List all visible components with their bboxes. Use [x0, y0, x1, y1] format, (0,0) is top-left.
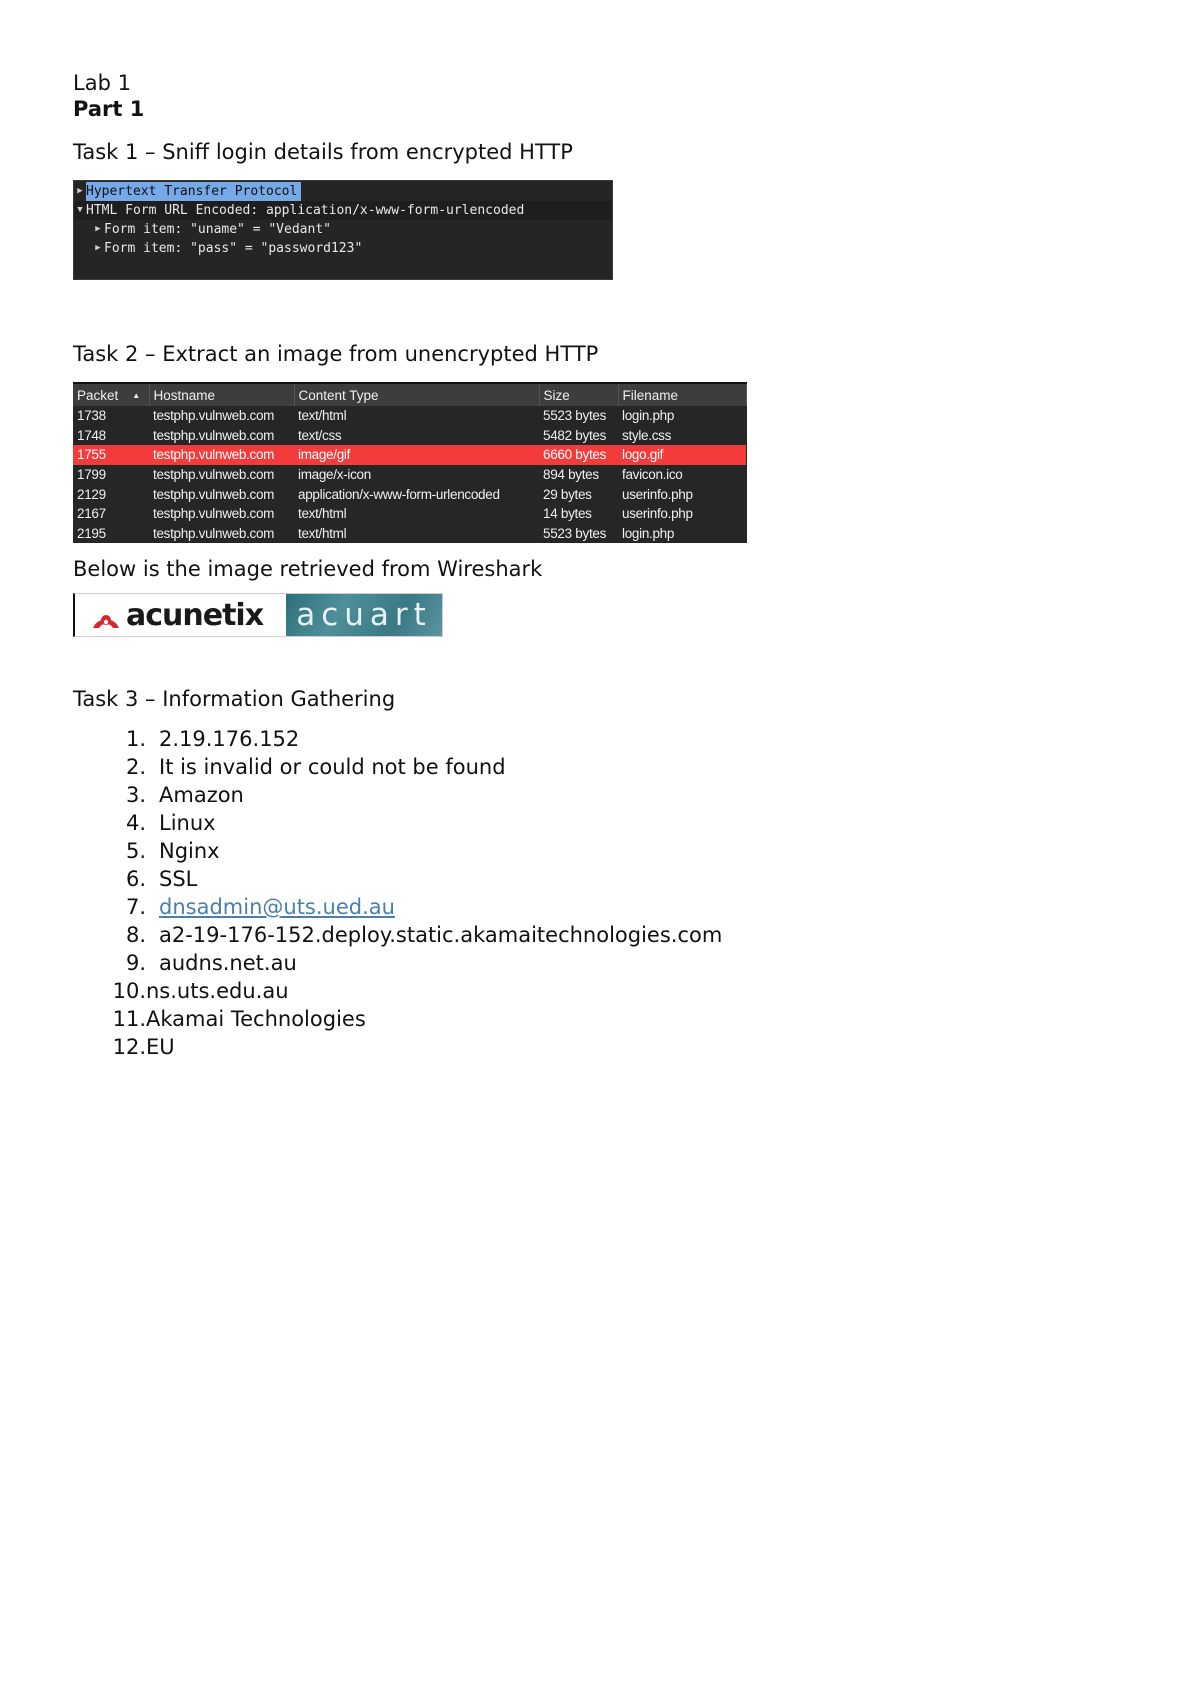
cell-packet: 2167 [77, 506, 106, 522]
list-item [73, 977, 1133, 1005]
list-item [73, 921, 1133, 949]
packet-detail-row [74, 220, 612, 239]
packet-detail-text: HTML Form URL Encoded: application/x-www-form-urlencoded [86, 203, 525, 218]
cell-content-type: text/css [298, 427, 342, 443]
task2-heading: Task 2 – Extract an image from unencrypted HTTP [73, 342, 599, 366]
cell-filename: userinfo.php [622, 486, 693, 502]
answer-text: a2-19-176-152.deploy.static.akamaitechnologies.com [159, 923, 723, 948]
table-row[interactable] [73, 484, 746, 504]
list-item [73, 753, 1133, 781]
list-number: 5. [125, 839, 146, 864]
list-number: 9. [125, 951, 146, 976]
list-item [73, 893, 1133, 921]
cell-packet: 1799 [77, 467, 106, 483]
column-header-filename[interactable]: Filename [618, 383, 746, 406]
list-number: 8. [125, 923, 146, 948]
doc-title: Lab 1 [73, 71, 131, 95]
answer-text: It is invalid or could not be found [159, 755, 506, 780]
expand-arrow-icon: ▶ [77, 186, 83, 196]
list-number: 12. [112, 1035, 146, 1060]
cell-packet: 2195 [77, 525, 106, 541]
table-row[interactable] [73, 426, 746, 446]
cell-content-type: application/x-www-form-urlencoded [298, 486, 500, 502]
sort-ascending-icon: ▲ [132, 391, 141, 401]
answer-text: EU [146, 1035, 175, 1060]
list-item [73, 865, 1133, 893]
list-number: 4. [125, 811, 146, 836]
answer-text: SSL [159, 867, 198, 892]
answer-text: ns.uts.edu.au [146, 979, 289, 1004]
acunetix-mark-icon [89, 598, 123, 632]
cell-content-type: text/html [298, 408, 347, 424]
list-number: 11. [112, 1007, 146, 1032]
cell-hostname: testphp.vulnweb.com [153, 467, 275, 483]
part-title: Part 1 [73, 97, 145, 121]
cell-filename: favicon.ico [622, 467, 683, 483]
answer-text: Akamai Technologies [146, 1007, 366, 1032]
cell-hostname: testphp.vulnweb.com [153, 408, 275, 424]
cell-filename: style.css [622, 427, 672, 443]
packet-detail-row [74, 201, 612, 220]
acunetix-wordmark: acunetix [126, 597, 264, 633]
expand-arrow-icon: ▶ [95, 224, 101, 234]
cell-filename: logo.gif [618, 445, 746, 465]
list-number: 7. [125, 895, 146, 920]
answer-text: Amazon [159, 783, 244, 808]
cell-filename: login.php [622, 408, 675, 424]
cell-hostname: testphp.vulnweb.com [153, 506, 275, 522]
column-header-size[interactable]: Size [539, 383, 618, 406]
export-objects-table [73, 382, 747, 543]
expand-arrow-icon: ▶ [95, 243, 101, 253]
column-header-content-type[interactable]: Content Type [294, 383, 539, 406]
list-number: 2. [125, 755, 146, 780]
cell-packet: 1748 [77, 427, 106, 443]
answer-text: audns.net.au [159, 951, 297, 976]
collapse-arrow-icon: ▼ [77, 205, 83, 215]
list-item [73, 781, 1133, 809]
cell-hostname: testphp.vulnweb.com [153, 525, 275, 541]
table-row[interactable] [73, 524, 746, 544]
task1-heading: Task 1 – Sniff login details from encrypted HTTP [73, 140, 573, 164]
cell-content-type: image/x-icon [298, 467, 371, 483]
cell-packet: 1755 [73, 445, 149, 465]
list-number: 6. [125, 867, 146, 892]
list-number: 3. [125, 783, 146, 808]
list-item [73, 949, 1133, 977]
cell-size: 894 bytes [543, 467, 599, 483]
list-item [73, 809, 1133, 837]
answer-text: 2.19.176.152 [159, 727, 300, 752]
task3-heading: Task 3 – Information Gathering [73, 687, 396, 712]
list-item [73, 837, 1133, 865]
document-page [73, 70, 1133, 1061]
list-number: 1. [125, 727, 146, 752]
cell-size: 6660 bytes [539, 445, 618, 465]
cell-hostname: testphp.vulnweb.com [149, 445, 294, 465]
packet-detail-text: Form item: "uname" = "Vedant" [104, 222, 331, 237]
image-caption: Below is the image retrieved from Wireshark [73, 557, 543, 582]
packet-detail-row [74, 182, 612, 201]
acuart-wordmark: acuart [296, 597, 432, 634]
list-item [73, 725, 1133, 753]
cell-size: 14 bytes [543, 506, 592, 522]
acuart-banner [286, 594, 442, 636]
retrieved-logo-image [73, 593, 443, 637]
cell-hostname: testphp.vulnweb.com [153, 427, 275, 443]
answer-text: Linux [159, 811, 216, 836]
cell-size: 5523 bytes [543, 525, 607, 541]
list-number: 10. [112, 979, 146, 1004]
cell-packet: 1738 [77, 408, 106, 424]
table-row[interactable] [73, 406, 746, 426]
table-row[interactable] [73, 465, 746, 485]
cell-size: 5523 bytes [543, 408, 607, 424]
acunetix-logo [75, 594, 286, 636]
list-item [73, 1033, 1133, 1061]
column-header-hostname[interactable]: Hostname [149, 383, 294, 406]
packet-detail-row [74, 239, 612, 258]
table-row[interactable] [73, 445, 746, 465]
cell-content-type: text/html [298, 506, 347, 522]
cell-hostname: testphp.vulnweb.com [153, 486, 275, 502]
table-header-row [73, 383, 746, 406]
cell-content-type: text/html [298, 525, 347, 541]
packet-detail-text: Hypertext Transfer Protocol [86, 182, 301, 201]
list-item [73, 1005, 1133, 1033]
packet-details-screenshot [73, 180, 613, 280]
table-row[interactable] [73, 504, 746, 524]
cell-packet: 2129 [77, 486, 106, 502]
email-link[interactable]: dnsadmin@uts.ued.au [159, 895, 395, 920]
cell-size: 29 bytes [543, 486, 592, 502]
cell-filename: login.php [622, 525, 675, 541]
answer-list [73, 725, 1133, 1061]
answer-text: Nginx [159, 839, 220, 864]
cell-filename: userinfo.php [622, 506, 693, 522]
column-header-packet[interactable]: Packet ▲ [73, 383, 149, 406]
cell-size: 5482 bytes [543, 427, 607, 443]
cell-content-type: image/gif [294, 445, 539, 465]
packet-detail-text: Form item: "pass" = "password123" [104, 241, 363, 256]
